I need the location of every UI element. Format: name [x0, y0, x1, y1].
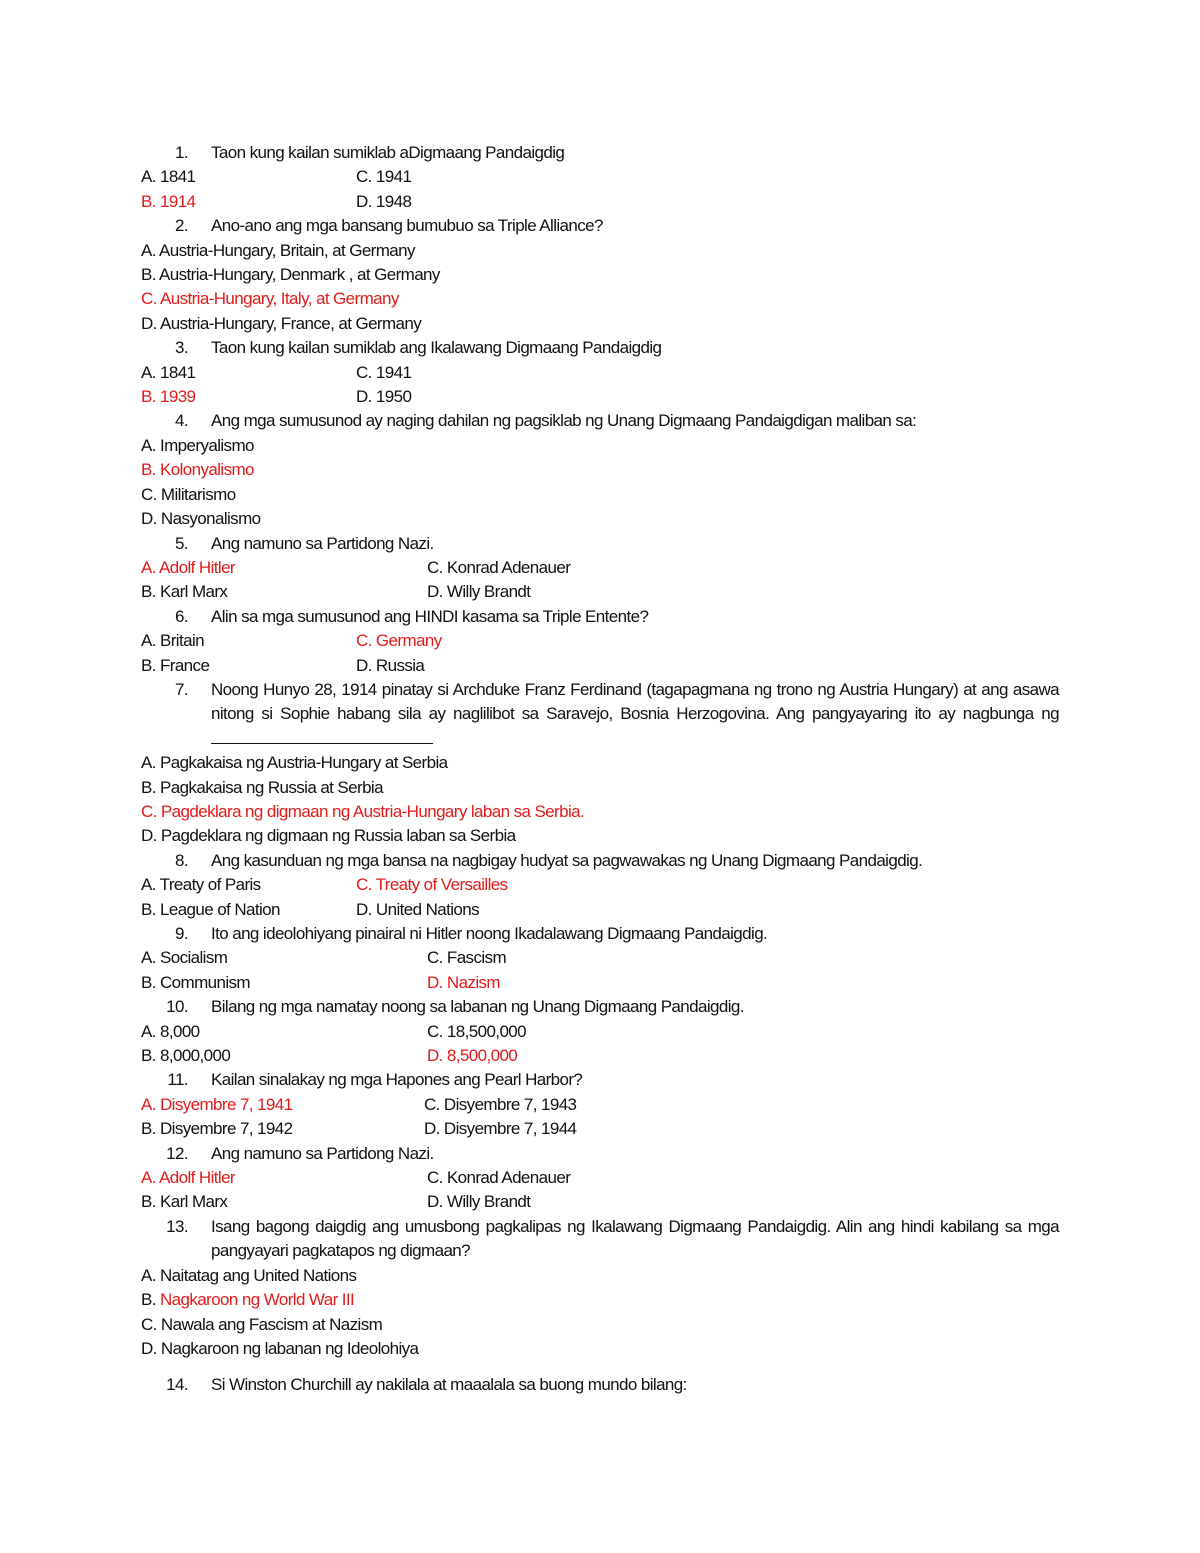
question-13	[141, 1215, 1059, 1264]
options-row	[141, 556, 1059, 580]
option-d: D. 1948	[356, 191, 412, 211]
option-b	[141, 1288, 1059, 1312]
question-number: 6.	[175, 606, 188, 626]
option-b: B. Austria-Hungary, Denmark , at Germany	[141, 265, 440, 285]
option-d: D. United Nations	[356, 899, 480, 919]
question-text: Ang kasunduan ng mga bansa na nagbigay hudyat sa pagwawakas ng Unang Digmaang Pandaigdig.	[211, 850, 923, 870]
question-text: Kailan sinalakay ng mga Hapones ang Pearl Harbor?	[211, 1070, 583, 1090]
question-14	[141, 1373, 1059, 1397]
question-text: Ano-ano ang mga bansang bumubuo sa Triple Alliance?	[211, 216, 603, 236]
question-number: 8.	[175, 850, 188, 870]
question-8	[141, 849, 1059, 873]
question-11	[141, 1068, 1059, 1092]
question-number: 3.	[175, 338, 188, 358]
option-b: B. France	[141, 655, 210, 675]
option-d: D. Willy Brandt	[427, 582, 531, 602]
question-7	[141, 678, 1059, 751]
question-6	[141, 605, 1059, 629]
option-a: A. Austria-Hungary, Britain, at Germany	[141, 240, 415, 260]
option-a: A. Imperyalismo	[141, 435, 254, 455]
spacer	[141, 1361, 1059, 1373]
options-row	[141, 580, 1059, 604]
question-10	[141, 995, 1059, 1019]
options-row	[141, 971, 1059, 995]
question-3	[141, 336, 1059, 360]
option-d: D. Nasyonalismo	[141, 509, 261, 529]
options-row	[141, 1166, 1059, 1190]
options-row	[141, 946, 1059, 970]
question-number: 5.	[175, 533, 188, 553]
question-4	[141, 409, 1059, 433]
option-d: D. 1950	[356, 387, 412, 407]
question-text: Taon kung kailan sumiklab ang Ikalawang Digmaang Pandaigdig	[211, 338, 662, 358]
option-d: D. Pagdeklara ng digmaan ng Russia laban sa Serbia	[141, 826, 516, 846]
option-c: C. Konrad Adenauer	[427, 1168, 571, 1188]
question-2	[141, 214, 1059, 238]
option-b-correct: B. Kolonyalismo	[141, 460, 254, 480]
question-text: Si Winston Churchill ay nakilala at maaalala sa buong mundo bilang:	[211, 1375, 687, 1395]
options-row	[141, 361, 1059, 385]
option-c-correct: C. Austria-Hungary, Italy, at Germany	[141, 289, 399, 309]
option-c: C. Disyembre 7, 1943	[424, 1094, 577, 1114]
question-text: Ang namuno sa Partidong Nazi.	[211, 533, 434, 553]
option-b-correct: B. 1914	[141, 191, 196, 211]
option-b-prefix: B.	[141, 1290, 160, 1310]
option-d: D. Willy Brandt	[427, 1192, 531, 1212]
options-row	[141, 898, 1059, 922]
question-text: Noong Hunyo 28, 1914 pinatay si Archduke Franz Ferdinand (tagapagmana ng trono ng Austria Hungary) at ang asawa nitong si Sophie habang sila ay naglilibot sa Saravejo, Bosnia Herzogovina. Ang pangyayaring ito ay nagbunga ng	[211, 679, 1059, 724]
option-b: B. Communism	[141, 972, 250, 992]
options-row	[141, 190, 1059, 214]
question-12	[141, 1142, 1059, 1166]
option-c: C. Nawala ang Fascism at Nazism	[141, 1314, 383, 1334]
option-a: A. 1841	[141, 362, 196, 382]
answer-blank	[211, 729, 433, 744]
options-row	[141, 1117, 1059, 1141]
option-d-correct: D. 8,500,000	[427, 1046, 518, 1066]
question-text: Taon kung kailan sumiklab aDigmaang Pandaigdig	[211, 143, 565, 162]
option-d: D. Disyembre 7, 1944	[424, 1119, 577, 1139]
question-text: Ang mga sumusunod ay naging dahilan ng pagsiklab ng Unang Digmaang Pandaigdigan maliban sa:	[211, 411, 917, 431]
question-number: 10.	[166, 997, 188, 1017]
option-c: C. Militarismo	[141, 484, 236, 504]
question-5	[141, 532, 1059, 556]
options-row	[141, 165, 1059, 189]
question-number: 11.	[167, 1070, 188, 1090]
option-d-correct: D. Nazism	[427, 972, 500, 992]
option-c: C. 1941	[356, 167, 412, 187]
options-row	[141, 873, 1059, 897]
quiz-content	[141, 141, 1059, 1398]
option-c: C. Fascism	[427, 948, 507, 968]
question-number: 14.	[166, 1375, 188, 1395]
option-c-correct: C. Germany	[356, 631, 442, 651]
options-row	[141, 1190, 1059, 1214]
question-9	[141, 922, 1059, 946]
question-number: 9.	[175, 924, 188, 943]
option-a: A. Britain	[141, 631, 204, 651]
option-a: A. Socialism	[141, 948, 228, 968]
option-b-correct: B. 1939	[141, 387, 196, 407]
option-a-correct: A. Adolf Hitler	[141, 557, 235, 577]
option-a: A. Treaty of Paris	[141, 875, 261, 895]
question-number: 1.	[175, 143, 188, 162]
option-d: D. Nagkaroon ng labanan ng Ideolohiya	[141, 1338, 419, 1358]
option-c-correct: C. Treaty of Versailles	[356, 875, 508, 895]
question-text: Bilang ng mga namatay noong sa labanan ng Unang Digmaang Pandaigdig.	[211, 997, 744, 1017]
option-a: A. Naitatag ang United Nations	[141, 1265, 357, 1285]
option-b-correct: Nagkaroon ng World War III	[160, 1290, 355, 1310]
option-b: B. Karl Marx	[141, 1192, 228, 1212]
option-c-correct: C. Pagdeklara ng digmaan ng Austria-Hungary laban sa Serbia.	[141, 801, 585, 821]
option-c: C. 1941	[356, 362, 412, 382]
question-number: 13.	[166, 1216, 188, 1236]
question-text: Ito ang ideolohiyang pinairal ni Hitler noong Ikadalawang Digmaang Pandaigdig.	[211, 924, 768, 943]
question-number: 7.	[175, 679, 188, 699]
question-number: 4.	[175, 411, 188, 431]
question-number: 12.	[166, 1143, 188, 1163]
option-b: B. League of Nation	[141, 899, 280, 919]
option-b: B. Karl Marx	[141, 582, 228, 602]
option-b: B. 8,000,000	[141, 1046, 231, 1066]
options-row	[141, 1020, 1059, 1044]
option-a-correct: A. Disyembre 7, 1941	[141, 1094, 293, 1114]
question-text: Alin sa mga sumusunod ang HINDI kasama sa Triple Entente?	[211, 606, 649, 626]
question-number: 2.	[175, 216, 188, 236]
option-a: A. 1841	[141, 167, 196, 187]
options-row	[141, 1093, 1059, 1117]
question-text: Ang namuno sa Partidong Nazi.	[211, 1143, 434, 1163]
options-row	[141, 654, 1059, 678]
option-a-correct: A. Adolf Hitler	[141, 1168, 235, 1188]
option-a: A. 8,000	[141, 1021, 200, 1041]
option-d: D. Russia	[356, 655, 425, 675]
options-row	[141, 629, 1059, 653]
option-c: C. 18,500,000	[427, 1021, 527, 1041]
option-b: B. Disyembre 7, 1942	[141, 1119, 293, 1139]
options-row	[141, 385, 1059, 409]
question-1	[141, 141, 1059, 165]
option-a: A. Pagkakaisa ng Austria-Hungary at Serbia	[141, 753, 448, 773]
options-row	[141, 1044, 1059, 1068]
question-text: Isang bagong daigdig ang umusbong pagkalipas ng Ikalawang Digmaang Pandaigdig. Alin ang hindi kabilang sa mga pangyayari pagkatapos ng digmaan?	[211, 1216, 1059, 1261]
option-d: D. Austria-Hungary, France, at Germany	[141, 313, 422, 333]
option-c: C. Konrad Adenauer	[427, 557, 571, 577]
option-b: B. Pagkakaisa ng Russia at Serbia	[141, 777, 383, 797]
